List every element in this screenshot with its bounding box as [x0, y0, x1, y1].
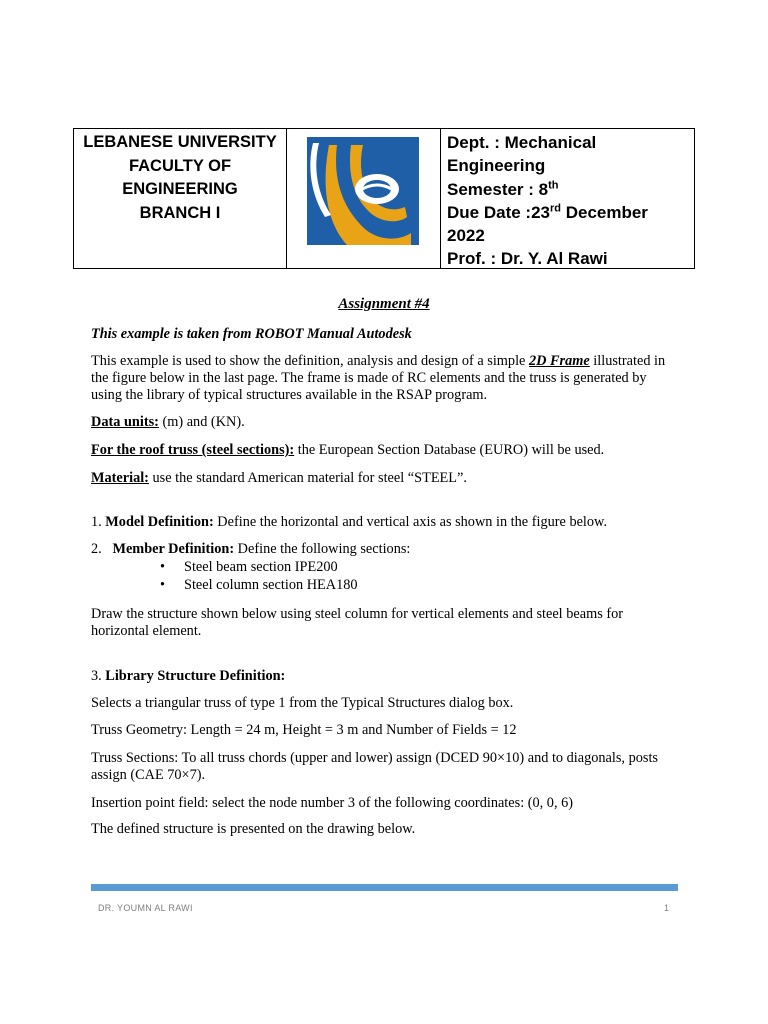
material-line — [91, 470, 681, 487]
s2-text: Define the following sections: — [234, 541, 411, 557]
defined-structure-line: The defined structure is presented on the drawing below. — [91, 821, 416, 837]
material-label: Material: — [91, 470, 149, 486]
s2-num: 2. — [91, 541, 113, 557]
semester-sup: th — [548, 178, 559, 191]
due-text: Due Date :23 — [447, 202, 550, 222]
due-date-line — [447, 201, 694, 224]
draw-instruction: Draw the structure shown below using steel column for vertical elements and steel beams for horizontal element. — [91, 606, 624, 639]
roof-label: For the roof truss (steel sections): — [91, 442, 295, 458]
material-text: use the standard American material for steel “STEEL”. — [148, 470, 467, 486]
section-2 — [91, 541, 681, 558]
p1-emph: 2D Frame — [528, 353, 590, 369]
dept-line: Dept. : Mechanical — [447, 133, 597, 152]
truss-type-line: Selects a triangular truss of type 1 from the Typical Structures dialog box. — [91, 695, 514, 711]
engineering-line: ENGINEERING — [122, 180, 238, 198]
dept-line-2: Engineering — [447, 156, 546, 176]
s1-num: 1. — [91, 514, 106, 530]
section-3 — [91, 668, 681, 685]
data-units-line — [91, 414, 681, 431]
s3-num: 3. — [91, 668, 106, 684]
insertion-point-line: Insertion point field: select the node number 3 of the following coordinates: (0, 0, 6) — [91, 795, 574, 811]
units-label: Data units: — [91, 414, 159, 430]
footer-bar — [91, 884, 678, 891]
truss-sections-line: Truss Sections: To all truss chords (upper and lower) assign (DCED 90×10) and to diagonals, posts assign (CAE 70×7). — [91, 750, 658, 783]
truss-geometry-line: Truss Geometry: Length = 24 m, Height = 3 m and Number of Fields = 12 — [91, 722, 517, 738]
section-list — [160, 558, 358, 594]
paragraph-description — [91, 353, 681, 404]
due-sup: rd — [549, 202, 561, 215]
p1-end: illustrated in the figure below in the last page. The frame is made of RC elements and the truss is generated by using the library of typical structures available in the RSAP program. — [91, 353, 666, 403]
course-info-cell — [441, 129, 694, 268]
s2-label: Member Definition: — [112, 541, 235, 557]
roof-text: the European Section Database (EURO) will be used. — [294, 442, 605, 458]
university-cell — [74, 129, 287, 268]
section-1 — [91, 514, 681, 531]
due-year-line: 2022 — [447, 226, 485, 246]
roof-truss-line — [91, 442, 681, 459]
footer-author: DR. YOUMN AL RAWI — [98, 903, 193, 913]
units-text: (m) and (KN). — [158, 414, 245, 430]
logo-cell — [287, 129, 441, 268]
list-item: • Steel column section HEA180 — [160, 576, 358, 594]
prof-line: Prof. : Dr. Y. Al Rawi — [447, 249, 608, 269]
s1-label: Model Definition: — [105, 514, 214, 530]
intro-line: This example is taken from ROBOT Manual Autodesk — [91, 326, 412, 342]
s3-label: Library Structure Definition: — [105, 668, 286, 684]
university-logo-icon — [307, 137, 419, 245]
semester-text: Semester : 8 — [447, 179, 549, 199]
page-number: 1 — [664, 903, 670, 913]
p1-start: This example is used to show the definition, analysis and design of a simple — [91, 353, 529, 369]
header-table — [73, 128, 695, 269]
page-title: Assignment #4 — [338, 296, 430, 312]
s1-text: Define the horizontal and vertical axis as shown in the figure below. — [213, 514, 608, 530]
due-month: December — [560, 202, 648, 222]
faculty-line: FACULTY OF — [128, 156, 232, 175]
semester-line — [447, 178, 694, 201]
branch-line: BRANCH I — [139, 203, 221, 222]
university-line: LEBANESE UNIVERSITY — [83, 133, 277, 151]
list-item: • Steel beam section IPE200 — [160, 558, 358, 576]
